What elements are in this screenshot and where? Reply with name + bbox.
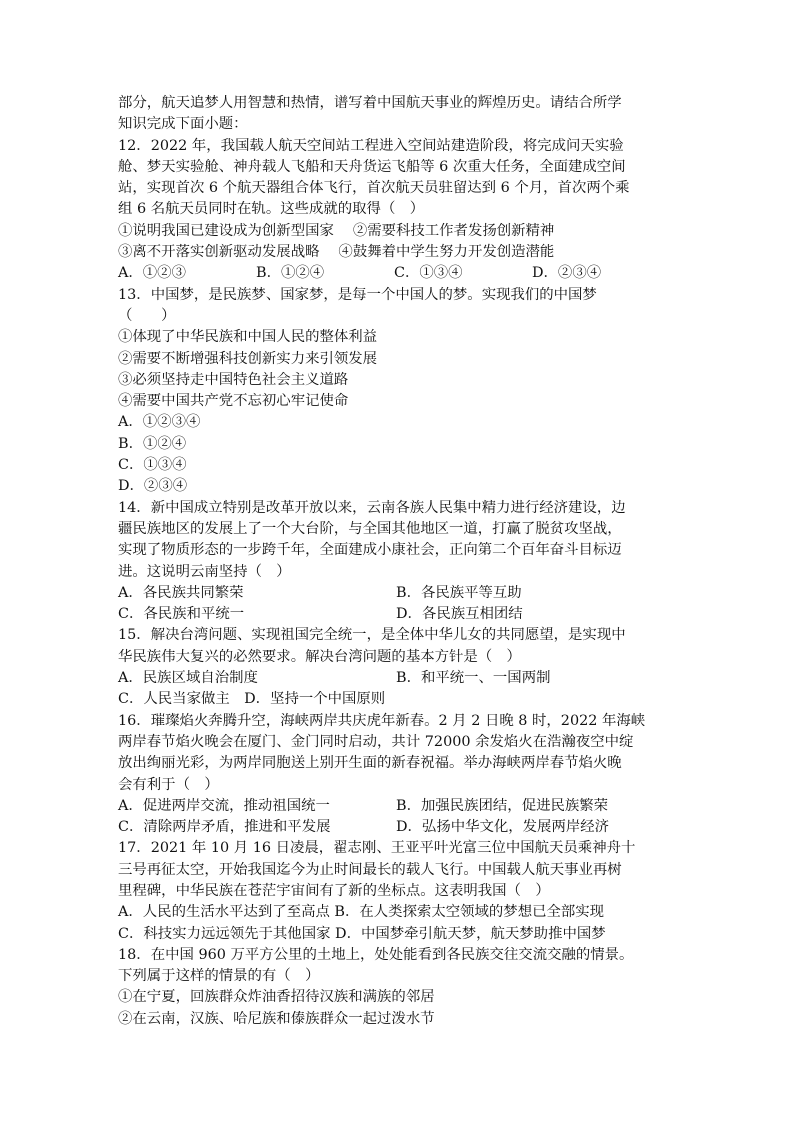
question-stem: 组 6 名航天员同时在轨。这些成就的取得（ ） xyxy=(118,201,425,218)
option-d: D．②③④ xyxy=(118,478,188,495)
question-stem: 实现了物质形态的一步跨千年，全面建成小康社会，正向第二个百年奋斗目标迈 xyxy=(118,542,622,559)
question-stem: 14．新中国成立特别是改革开放以来，云南各族人民集中精力进行经济建设，边 xyxy=(118,499,626,516)
option-b: B．各民族平等互助 xyxy=(396,584,522,601)
question-stem: 疆民族地区的发展上了一个大台阶，与全国其他地区一道，打赢了脱贫攻坚战， xyxy=(118,520,622,537)
option-d: D．各民族互相团结 xyxy=(396,606,523,623)
answer-options-row xyxy=(118,796,688,817)
option-d: D．②③④ xyxy=(532,265,602,282)
option-c: C．各民族和平统一 xyxy=(118,606,245,623)
question-stem: 会有利于（ ） xyxy=(118,776,219,793)
option-b: B．①②④ xyxy=(118,435,187,452)
option-a: A．①②③④ xyxy=(118,414,201,431)
statement-item: ③离不开落实创新驱动发展战略 ④鼓舞着中学生努力开发创造潜能 xyxy=(118,244,555,261)
question-stem: 放出绚丽光彩，为两岸同胞送上别开生面的新春祝福。举办海峡两岸春节焰火晚 xyxy=(118,755,622,772)
option-a: A．各民族共同繁荣 xyxy=(118,584,244,601)
option-c: C．①③④ xyxy=(394,265,463,282)
answer-options xyxy=(118,263,688,284)
question-stem: 里程碑，中华民族在苍茫宇宙间有了新的坐标点。这表明我国（ ） xyxy=(118,882,550,899)
option-b: B．和平统一、一国两制 xyxy=(396,670,551,687)
question-stem: 舱、梦天实验舱、神舟载人飞船和天舟货运飞船等 6 次重大任务，全面建成空间 xyxy=(118,158,626,175)
statement-item: ②需要不断增强科技创新实力来引领发展 xyxy=(118,350,378,367)
question-17 xyxy=(118,838,688,944)
question-14 xyxy=(118,498,688,626)
text-line: 知识完成下面小题： xyxy=(118,116,248,133)
question-stem: 站，实现首次 6 个航天器组合体飞行，首次航天员驻留达到 6 个月，首次两个乘 xyxy=(118,180,630,197)
option-c: C．①③④ xyxy=(118,457,187,474)
answer-options-row xyxy=(118,583,688,604)
question-stem: 下列属于这样的情景的有（ ） xyxy=(118,968,320,985)
option-a: A．民族区域自治制度 xyxy=(118,670,258,687)
answer-options-row xyxy=(118,668,688,689)
statement-item: ②在云南，汉族、哈尼族和傣族群众一起过泼水节 xyxy=(118,1010,435,1027)
text-line: 部分，航天追梦人用智慧和热情，谱写着中国航天事业的辉煌历史。请结合所学 xyxy=(118,95,622,111)
statement-item: ①说明我国已建设成为创新型国家 ②需要科技工作者发扬创新精神 xyxy=(118,222,555,239)
question-stem: 15．解决台湾问题、实现祖国完全统一，是全体中华儿女的共同愿望，是实现中 xyxy=(118,627,626,644)
question-13 xyxy=(118,285,688,498)
option-a: A．①②③ xyxy=(118,265,186,282)
question-stem: 12．2022 年，我国载人航天空间站工程进入空间站建造阶段，将完成问天实验 xyxy=(118,137,624,154)
option-c-d: C．人民当家做主 D．坚持一个中国原则 xyxy=(118,691,386,708)
question-stem: 13．中国梦，是民族梦、国家梦，是每一个中国人的梦。实现我们的中国梦 xyxy=(118,286,597,303)
option-a: A．促进两岸交流，推动祖国统一 xyxy=(118,797,330,814)
option-a-b: A．人民的生活水平达到了至高点 B．在人类探索太空领域的梦想已全部实现 xyxy=(118,904,605,921)
option-b: B．加强民族团结，促进民族繁荣 xyxy=(396,797,609,814)
question-stem: 进。这说明云南坚持（ ） xyxy=(118,563,291,580)
answer-options-row xyxy=(118,604,688,625)
question-stem: 18．在中国 960 万平方公里的土地上，处处能看到各民族交往交流交融的情景。 xyxy=(118,946,634,963)
question-stem: 两岸春节焰火晚会在厦门、金门同时启动，共计 72000 余发焰火在浩瀚夜空中绽 xyxy=(118,733,634,750)
answer-options-row xyxy=(118,817,688,838)
option-c-d: C．科技实力远远领先于其他国家 D．中国梦牵引航天梦，航天梦助推中国梦 xyxy=(118,925,606,942)
question-stem: （ ） xyxy=(118,307,176,324)
question-15 xyxy=(118,625,688,710)
option-b: B．①②④ xyxy=(256,265,325,282)
statement-item: ①在宁夏，回族群众炸油香招待汉族和满族的邻居 xyxy=(118,989,435,1006)
option-c: C．清除两岸矛盾，推进和平发展 xyxy=(118,819,331,836)
statement-item: ①体现了中华民族和中国人民的整体利益 xyxy=(118,329,378,346)
question-stem: 华民族伟大复兴的必然要求。解决台湾问题的基本方针是（ ） xyxy=(118,648,521,665)
question-stem: 三号再征太空，开始我国迄今为止时间最长的载人飞行。中国载人航天事业再树 xyxy=(118,861,622,878)
question-16 xyxy=(118,711,688,839)
question-12 xyxy=(118,136,688,285)
statement-item: ③必须坚持走中国特色社会主义道路 xyxy=(118,371,349,388)
question-stem: 17．2021 年 10 月 16 日凌晨，翟志刚、王亚平叶光富三位中国航天员乘神舟十 xyxy=(118,840,636,857)
question-stem: 16．璀璨焰火奔腾升空，海峡两岸共庆虎年新春。2 月 2 日晚 8 时，2022 年海峡 xyxy=(118,712,646,729)
intro-text xyxy=(118,93,688,136)
statement-item: ④需要中国共产党不忘初心牢记使命 xyxy=(118,393,349,410)
question-18 xyxy=(118,945,688,1030)
option-d: D．弘扬中华文化，发展两岸经济 xyxy=(396,819,610,836)
document-page xyxy=(118,93,688,1030)
